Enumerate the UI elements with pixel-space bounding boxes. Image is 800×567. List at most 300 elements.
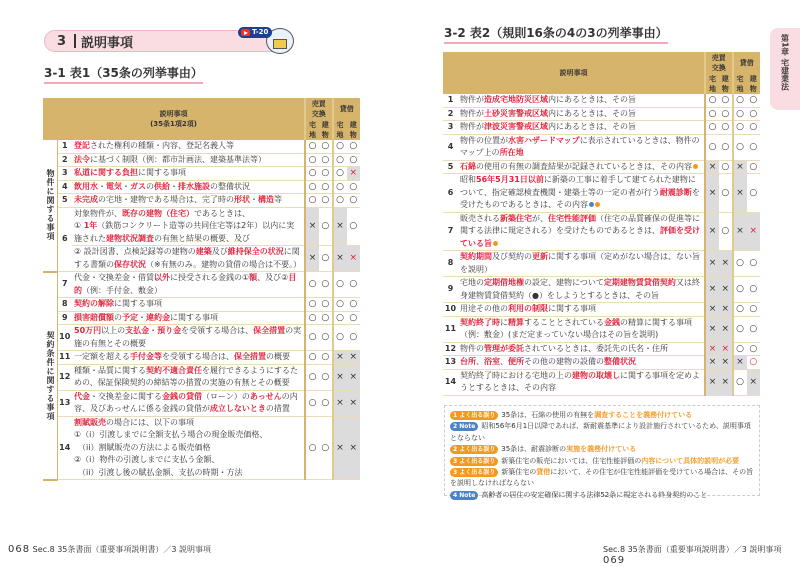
text: 、 bbox=[500, 357, 508, 366]
highlight-text: 整備状況 bbox=[604, 357, 636, 366]
notes-box bbox=[444, 405, 760, 499]
table-row bbox=[443, 121, 760, 135]
footer-right bbox=[603, 544, 800, 566]
row-number: 7 bbox=[57, 272, 72, 298]
text: 販売される bbox=[460, 213, 500, 223]
mark-cell: ○ bbox=[719, 174, 733, 213]
mark-cell: × bbox=[719, 369, 733, 395]
table-row bbox=[43, 416, 360, 480]
mark-cell: × bbox=[705, 316, 719, 342]
highlight-text: 供給 bbox=[154, 181, 170, 191]
row-number: 2 bbox=[443, 107, 458, 121]
mark-cell: × bbox=[733, 160, 747, 174]
mark-cell: × bbox=[333, 351, 347, 365]
text: を受領する場合は、 bbox=[181, 326, 254, 335]
mark-cell: ○ bbox=[733, 342, 747, 356]
table-row bbox=[43, 194, 360, 208]
category-label: 契約条件に関する事項 bbox=[43, 272, 57, 480]
text: 内にあるときは、その旨 bbox=[548, 95, 636, 104]
row-number: 10 bbox=[443, 303, 458, 317]
highlight-text: 目的 bbox=[74, 273, 297, 295]
mark-cell: ○ bbox=[333, 140, 347, 153]
table-row bbox=[43, 180, 360, 194]
highlight-text: 所在地 bbox=[499, 148, 524, 157]
highlight-text: 水害ハザードマップ bbox=[508, 135, 580, 145]
row-number: 8 bbox=[443, 251, 458, 277]
text: 一定額を超える bbox=[74, 352, 130, 361]
text: 35条は、石綿の使用の有無を bbox=[501, 411, 595, 419]
table-row bbox=[443, 356, 760, 370]
highlight-text: 定期建物賃貸借契約 bbox=[603, 278, 676, 287]
row-description bbox=[458, 212, 705, 251]
mark-cell: ○ bbox=[319, 207, 333, 246]
table-row bbox=[43, 207, 360, 246]
row-description bbox=[72, 390, 305, 416]
mark-cell: ○ bbox=[319, 153, 333, 167]
table-row bbox=[443, 174, 760, 213]
mark-cell: × bbox=[719, 303, 733, 317]
video-badge-label: T-20 bbox=[252, 28, 269, 36]
mark-cell: ○ bbox=[333, 180, 347, 194]
table-row bbox=[43, 390, 360, 416]
mark-cell: × bbox=[705, 356, 719, 370]
table-row bbox=[43, 153, 360, 167]
mark-cell: × bbox=[305, 246, 319, 272]
mark-cell: ○ bbox=[333, 272, 347, 298]
text: に関する事項 bbox=[170, 312, 218, 322]
mark-cell: × bbox=[333, 416, 347, 480]
note-item bbox=[450, 467, 754, 490]
highlight-text: 未完成 bbox=[74, 195, 98, 204]
text: 内にあるときは、その旨 bbox=[548, 122, 636, 131]
text: 宅地の bbox=[460, 278, 484, 287]
mark-cell: × bbox=[705, 251, 719, 277]
mark-cell: ○ bbox=[747, 160, 761, 174]
highlight-text: 違約金 bbox=[146, 312, 170, 322]
mark-cell: ○ bbox=[733, 94, 747, 107]
row-number: 13 bbox=[443, 356, 458, 370]
mark-cell: × bbox=[705, 369, 719, 395]
header-land: 宅地 bbox=[733, 74, 747, 94]
page-number: 069 bbox=[603, 555, 626, 566]
mark-cell: × bbox=[733, 212, 747, 251]
mark-cell: × bbox=[333, 364, 347, 390]
text: ② 設計図書、点検記録等の建物の bbox=[74, 247, 196, 256]
highlight-text: 構造 bbox=[258, 195, 274, 204]
highlight-text: 耐震診断 bbox=[659, 187, 692, 197]
row-description bbox=[72, 272, 305, 298]
row-description bbox=[72, 140, 305, 153]
mark-cell: ○ bbox=[305, 311, 319, 325]
note-item bbox=[450, 490, 754, 501]
mark-cell: ○ bbox=[719, 212, 733, 251]
row-number: 11 bbox=[57, 351, 72, 365]
mark-cell: ○ bbox=[733, 107, 747, 121]
highlight-text: 支払金 bbox=[125, 326, 150, 335]
text: に基づく制限（例：都市計画法、建築基準法等） bbox=[90, 154, 266, 164]
text: を受けたものであるときは、その内容 bbox=[460, 187, 700, 209]
table-row bbox=[443, 107, 760, 121]
text: （ローン）の bbox=[202, 391, 250, 401]
mark-cell: ○ bbox=[705, 107, 719, 121]
mark-cell: ○ bbox=[333, 153, 347, 167]
note-item bbox=[450, 444, 754, 455]
mark-cell: ○ bbox=[305, 167, 319, 181]
row-description bbox=[72, 364, 305, 390]
table-row bbox=[443, 316, 760, 342]
row-number: 9 bbox=[57, 311, 72, 325]
highlight-text: 建物の取壊し bbox=[572, 370, 620, 380]
text: 、及び② bbox=[257, 273, 289, 282]
highlight-text: 住宅性能評価 bbox=[548, 213, 596, 223]
mark-cell: ○ bbox=[319, 298, 333, 312]
text: ・ bbox=[98, 181, 106, 191]
text: に授受される金銭の① bbox=[170, 273, 250, 282]
header-description bbox=[43, 98, 305, 140]
header-building: 建物 bbox=[347, 120, 361, 140]
text: 等 bbox=[274, 195, 282, 204]
text: ・ bbox=[170, 181, 178, 191]
highlight-text: 保存状況 bbox=[114, 259, 146, 269]
mark-cell: ○ bbox=[347, 207, 361, 246]
highlight-text: 新築住宅 bbox=[500, 213, 532, 223]
text: 物件の位置が bbox=[460, 135, 508, 145]
mark-cell: ○ bbox=[719, 107, 733, 121]
header-lease: 貸借 bbox=[333, 98, 361, 120]
text: に bbox=[500, 317, 508, 327]
text: の場合には、以下の事項 ①（i）引渡しまでに全額支払う場合の現金販売価格、 （ii）割賦販売の方法による販売価格 ②（i）物件の引渡しまでに支払う金額、 （ii）引渡し後の賦払金額、支払の時期・方法 bbox=[74, 417, 268, 477]
text: 昭和56年6月1日以降であれば、新耐震基準により設計施行されているため、説明事項とならない bbox=[450, 422, 751, 442]
table-row bbox=[443, 134, 760, 160]
text: （※有無のみ。建物の貸借の場合は不要。） bbox=[146, 259, 302, 269]
row-description bbox=[458, 251, 705, 277]
text: 物件が bbox=[460, 95, 484, 104]
header-land: 宅地 bbox=[705, 74, 719, 94]
text: の有無と結果の概要、及び bbox=[154, 233, 250, 243]
table-row bbox=[43, 167, 360, 181]
highlight-text: 登記 bbox=[74, 141, 90, 150]
category-label: 物件に関する事項 bbox=[43, 140, 57, 272]
footer-text: Sec.8 35条書面（重要事項説明書）／3 説明事項 bbox=[32, 545, 212, 554]
text: ・ bbox=[250, 195, 258, 204]
mark-cell: ○ bbox=[347, 325, 361, 351]
mark-cell: × bbox=[347, 364, 361, 390]
text: に関する事項を定めようとするときは、その内容 bbox=[460, 370, 700, 392]
section-title: 説明事項 bbox=[81, 35, 134, 51]
row-number: 11 bbox=[443, 316, 458, 342]
highlight-text: 定期借地権 bbox=[484, 278, 524, 287]
row-number: 10 bbox=[57, 325, 72, 351]
highlight-text: 代金 bbox=[74, 391, 90, 401]
mark-cell: ○ bbox=[305, 180, 319, 194]
text: 高齢者の居住の安定確保に関する法律52条に規定される終身契約のこと bbox=[481, 490, 708, 499]
row-description bbox=[72, 311, 305, 325]
highlight-text: 更新 bbox=[532, 252, 548, 261]
highlight-text: 金銭の貸借 bbox=[162, 391, 202, 401]
row-description bbox=[72, 351, 305, 365]
mark-cell: ○ bbox=[305, 390, 319, 416]
mark-cell: ○ bbox=[733, 277, 747, 303]
row-number: 1 bbox=[57, 140, 72, 153]
highlight-text: 保全措置 bbox=[253, 326, 286, 335]
mark-cell: ○ bbox=[333, 311, 347, 325]
header-description: 説明事項 bbox=[443, 52, 705, 94]
highlight-text: 津波災害警戒区域 bbox=[484, 122, 548, 131]
mark-cell: ○ bbox=[719, 94, 733, 107]
table1-title: 3-1 表1（35条の列挙事由） bbox=[44, 64, 203, 84]
row-description bbox=[458, 342, 705, 356]
play-icon bbox=[241, 29, 250, 36]
highlight-text: 私道に関する負担 bbox=[74, 168, 138, 177]
row-number: 12 bbox=[57, 364, 72, 390]
row-description bbox=[458, 356, 705, 370]
mark-cell: ○ bbox=[747, 277, 761, 303]
table-row bbox=[43, 298, 360, 312]
highlight-text: 契約の解除 bbox=[74, 299, 114, 308]
mark-cell: ○ bbox=[747, 342, 761, 356]
highlight-text: 法令 bbox=[74, 154, 90, 164]
table-row bbox=[443, 94, 760, 107]
mark-cell: × bbox=[347, 246, 361, 272]
table-row bbox=[443, 369, 760, 395]
text: の内容、及びあっせんに係る金銭の貸借が bbox=[74, 391, 298, 413]
highlight-text: 石綿 bbox=[460, 161, 476, 171]
row-description bbox=[72, 416, 305, 480]
mark-cell: × bbox=[719, 251, 733, 277]
highlight-text: 形状 bbox=[234, 195, 250, 204]
highlight-text: 1年 bbox=[83, 221, 98, 230]
mark-cell: × bbox=[719, 342, 733, 356]
text: （例：手付金、敷金） bbox=[82, 285, 162, 295]
text: 新築住宅の bbox=[501, 468, 537, 477]
highlight-text: 台所 bbox=[460, 357, 476, 366]
mark-cell: × bbox=[333, 207, 347, 246]
mark-cell: ○ bbox=[347, 194, 361, 208]
footer-text: Sec.8 35条書面（重要事項説明書）／3 説明事項 bbox=[603, 545, 782, 554]
row-description bbox=[72, 207, 305, 246]
mark-cell: ○ bbox=[319, 390, 333, 416]
mark-cell: ○ bbox=[733, 303, 747, 317]
highlight-text: 契約終了時 bbox=[460, 317, 500, 327]
row-description bbox=[458, 369, 705, 395]
mark-cell: ○ bbox=[305, 298, 319, 312]
row-number: 5 bbox=[443, 160, 458, 174]
text: の整備状況 bbox=[210, 181, 250, 191]
text: 以上の bbox=[101, 326, 126, 335]
mark-cell: × bbox=[719, 277, 733, 303]
highlight-text: 手付金等 bbox=[130, 352, 162, 361]
highlight-text: 土砂災害警戒区域 bbox=[484, 108, 548, 118]
text: 代金・交換差金・借賃 bbox=[74, 273, 154, 282]
mark-cell: ○ bbox=[347, 153, 361, 167]
row-description bbox=[72, 246, 305, 272]
row-number: 6 bbox=[57, 207, 72, 272]
mark-cell: ○ bbox=[347, 298, 361, 312]
text: に関する書類の bbox=[74, 247, 300, 269]
mark-cell: × bbox=[333, 246, 347, 272]
note-marker-icon bbox=[693, 164, 698, 169]
text: された権利の種類・内容、登記名義人等 bbox=[90, 141, 234, 150]
table-row bbox=[443, 277, 760, 303]
mark-cell: ○ bbox=[747, 107, 761, 121]
mark-cell: ○ bbox=[319, 180, 333, 194]
table-row bbox=[443, 303, 760, 317]
mark-cell: ○ bbox=[747, 316, 761, 342]
mark-cell: × bbox=[733, 356, 747, 370]
text: に関する事項（定めがない場合は、ない旨を説明） bbox=[460, 252, 700, 274]
mark-cell: ○ bbox=[747, 303, 761, 317]
mark-cell: × bbox=[747, 369, 761, 395]
mark-cell: × bbox=[705, 212, 719, 251]
text: が、 bbox=[532, 213, 548, 223]
mark-cell: × bbox=[333, 390, 347, 416]
highlight-text: 建築 bbox=[195, 247, 212, 256]
row-description bbox=[458, 160, 705, 174]
note-badge: 2 Note bbox=[450, 422, 478, 431]
highlight-text: あっせん bbox=[249, 391, 282, 401]
mark-cell: ○ bbox=[305, 153, 319, 167]
chapter-tab[interactable]: 第1章 宅建業法 bbox=[770, 28, 800, 110]
row-number: 3 bbox=[57, 167, 72, 181]
note-marker-icon bbox=[493, 241, 498, 246]
mark-cell: ○ bbox=[319, 351, 333, 365]
text: 及び契約の bbox=[492, 252, 532, 261]
table-row bbox=[43, 325, 360, 351]
header-building: 建物 bbox=[319, 120, 333, 140]
text: の精算に関する事項（例：敷金）(まだ定まっていない場合はその旨を説明) bbox=[460, 317, 692, 339]
mark-cell: ○ bbox=[747, 121, 761, 135]
note-item bbox=[450, 410, 754, 421]
text: の概要 bbox=[266, 352, 290, 361]
text: において、その住宅が住宅性能評価を受けている場合は、その旨を説明しなければならない bbox=[450, 468, 754, 488]
mark-cell: ○ bbox=[347, 140, 361, 153]
highlight-text: 浴室 bbox=[484, 357, 500, 366]
text: であるときは、 ① bbox=[74, 208, 250, 230]
row-description bbox=[458, 107, 705, 121]
text: 種類・品質に関する bbox=[74, 365, 146, 375]
mark-cell: ○ bbox=[747, 134, 761, 160]
mark-cell: × bbox=[305, 207, 319, 246]
note-marker-icon bbox=[589, 202, 594, 207]
mark-cell: ○ bbox=[319, 272, 333, 298]
mark-cell: ○ bbox=[319, 364, 333, 390]
row-description bbox=[458, 121, 705, 135]
page-number: 068 bbox=[8, 544, 31, 555]
row-number: 1 bbox=[443, 94, 458, 107]
mark-cell: ○ bbox=[347, 311, 361, 325]
row-number: 6 bbox=[443, 174, 458, 213]
highlight-text: 契約不適合責任 bbox=[146, 365, 202, 375]
table-row bbox=[443, 342, 760, 356]
table-row bbox=[443, 251, 760, 277]
highlight-text: ガス bbox=[130, 181, 146, 191]
row-number: 14 bbox=[57, 416, 72, 480]
text: の宅地・建物である場合は、完了時の bbox=[98, 195, 234, 204]
text: （住宅の品質確保の促進等に関する法律に規定される）を受けたものであるときは、 bbox=[460, 213, 700, 235]
mark-cell: ○ bbox=[347, 180, 361, 194]
mark-cell: ○ bbox=[733, 121, 747, 135]
mark-cell: × bbox=[705, 303, 719, 317]
row-number: 13 bbox=[57, 390, 72, 416]
note-badge: 1 よく出る誤り bbox=[450, 411, 498, 420]
mark-cell: ○ bbox=[705, 94, 719, 107]
table-row bbox=[43, 364, 360, 390]
highlight-text: 建物状況調査 bbox=[106, 233, 154, 243]
table-row bbox=[43, 272, 360, 298]
mark-cell: × bbox=[705, 174, 719, 213]
note-item bbox=[450, 421, 754, 444]
text: の使用の有無の調査結果が記録されているときは、その内容 bbox=[476, 161, 692, 171]
row-description bbox=[458, 134, 705, 160]
mark-cell: × bbox=[705, 342, 719, 356]
row-number: 2 bbox=[57, 153, 72, 167]
row-number: 3 bbox=[443, 121, 458, 135]
video-badge[interactable] bbox=[238, 27, 272, 38]
divider bbox=[74, 34, 76, 48]
note-badge: 4 Note bbox=[450, 491, 478, 500]
text: ・ bbox=[149, 326, 158, 335]
text: 昭和 bbox=[460, 175, 476, 184]
row-description bbox=[72, 298, 305, 312]
text: 物件の bbox=[460, 343, 484, 353]
header-sale: 売買 交換 bbox=[705, 52, 733, 74]
mark-cell: ○ bbox=[319, 416, 333, 480]
header-building: 建物 bbox=[747, 74, 761, 94]
mark-cell: ○ bbox=[319, 167, 333, 181]
highlight-text: 予定 bbox=[122, 312, 138, 322]
text: を受領する場合は、 bbox=[162, 352, 234, 361]
text: の bbox=[146, 181, 154, 191]
note-badge: 3 よく出る誤り bbox=[450, 457, 498, 466]
row-description bbox=[458, 303, 705, 317]
note-badge: 2 よく出る誤り bbox=[450, 445, 498, 454]
mark-cell: × bbox=[347, 390, 361, 416]
text: することとされている bbox=[524, 317, 604, 327]
highlight-text: 調査することを義務付けている bbox=[594, 411, 693, 419]
highlight-text: 損害賠償額 bbox=[74, 312, 114, 322]
mark-cell: ○ bbox=[733, 251, 747, 277]
mark-cell: ○ bbox=[705, 121, 719, 135]
mark-cell: ○ bbox=[333, 298, 347, 312]
row-number: 12 bbox=[443, 342, 458, 356]
note-marker-icon bbox=[595, 202, 600, 207]
text: の措置 bbox=[265, 404, 290, 413]
highlight-text: 既存の建物（住宅） bbox=[122, 208, 194, 218]
text: 用途その他の bbox=[460, 304, 508, 313]
highlight-text: 額 bbox=[249, 273, 258, 282]
mark-cell: × bbox=[347, 416, 361, 480]
text: 35条は、耐震診断の bbox=[501, 445, 567, 454]
row-number: 8 bbox=[57, 298, 72, 312]
row-description bbox=[72, 153, 305, 167]
table-row bbox=[443, 160, 760, 174]
text: その他の建物の設備の bbox=[524, 357, 604, 366]
highlight-text: 割賦販売 bbox=[74, 417, 106, 427]
mark-cell: ○ bbox=[747, 94, 761, 107]
mark-cell: ○ bbox=[719, 121, 733, 135]
highlight-text: 以外 bbox=[154, 273, 170, 282]
table-row bbox=[443, 212, 760, 251]
text: ・ bbox=[122, 181, 130, 191]
highlight-text: 貸借 bbox=[536, 468, 551, 477]
text: 、 bbox=[476, 357, 484, 366]
header-subtitle: (35条1項2項) bbox=[150, 120, 197, 128]
text: 物件が bbox=[460, 122, 484, 131]
text: ・ bbox=[138, 312, 146, 322]
mark-cell: ○ bbox=[733, 369, 747, 395]
mark-cell: × bbox=[347, 351, 361, 365]
mark-cell: × bbox=[347, 167, 361, 181]
